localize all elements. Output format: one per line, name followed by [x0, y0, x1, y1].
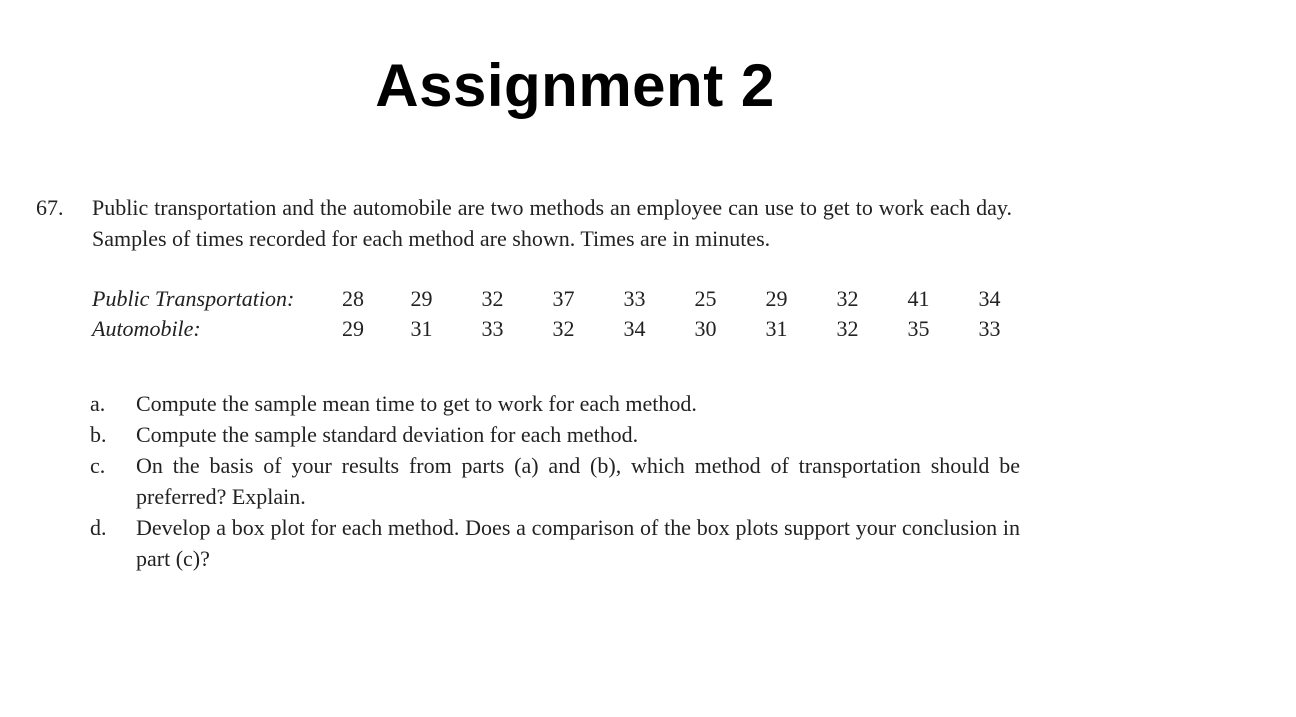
part-letter: d. [90, 515, 107, 540]
table-cell: 25 [694, 286, 717, 311]
table-cell: 33 [978, 316, 1001, 341]
table-cell: 28 [342, 286, 364, 311]
problem-statement [36, 192, 1026, 254]
part-text: On the basis of your results from parts (a) and (b), which method of transportation should be preferred? Explain. [136, 453, 1020, 509]
table-cell: 29 [342, 316, 364, 341]
problem-text: Public transportation and the automobile are two methods an employee can use to get to work each day. Samples of times recorded for each method are shown. Times are in minutes. [92, 195, 1012, 251]
row-label: Public Transportation: [92, 286, 295, 311]
part-c [90, 450, 1020, 512]
row-label: Automobile: [92, 316, 201, 341]
table-cell: 29 [765, 286, 788, 311]
part-text: Compute the sample standard deviation for each method. [136, 422, 639, 447]
table-cell: 32 [552, 316, 575, 341]
table-cell: 35 [907, 316, 930, 341]
table-cell: 34 [623, 316, 646, 341]
table-cell: 41 [907, 286, 930, 311]
part-a [90, 388, 1020, 419]
table-row-public-transportation [92, 284, 1025, 314]
part-b [90, 419, 1020, 450]
part-text: Compute the sample mean time to get to work for each method. [136, 391, 697, 416]
table-cell: 34 [978, 286, 1001, 311]
part-letter: b. [90, 422, 107, 447]
part-d [90, 512, 1020, 574]
table-row-automobile [92, 314, 1025, 344]
table-cell: 32 [836, 316, 859, 341]
part-letter: c. [90, 453, 106, 478]
data-table [92, 284, 1025, 344]
problem-number: 67. [36, 195, 64, 220]
table-cell: 33 [623, 286, 646, 311]
table-cell: 30 [694, 316, 717, 341]
part-text: Develop a box plot for each method. Does a comparison of the box plots support your conclusion in part (c)? [136, 515, 1020, 571]
part-letter: a. [90, 391, 106, 416]
problem-parts [90, 388, 1020, 574]
table-cell: 31 [765, 316, 788, 341]
table-cell: 37 [552, 286, 575, 311]
table-cell: 31 [410, 316, 433, 341]
table-cell: 29 [410, 286, 433, 311]
problem-67 [36, 192, 1026, 574]
table-cell: 32 [481, 286, 504, 311]
table-cell: 33 [481, 316, 504, 341]
table-cell: 32 [836, 286, 859, 311]
page-title: Assignment 2 [375, 52, 775, 119]
